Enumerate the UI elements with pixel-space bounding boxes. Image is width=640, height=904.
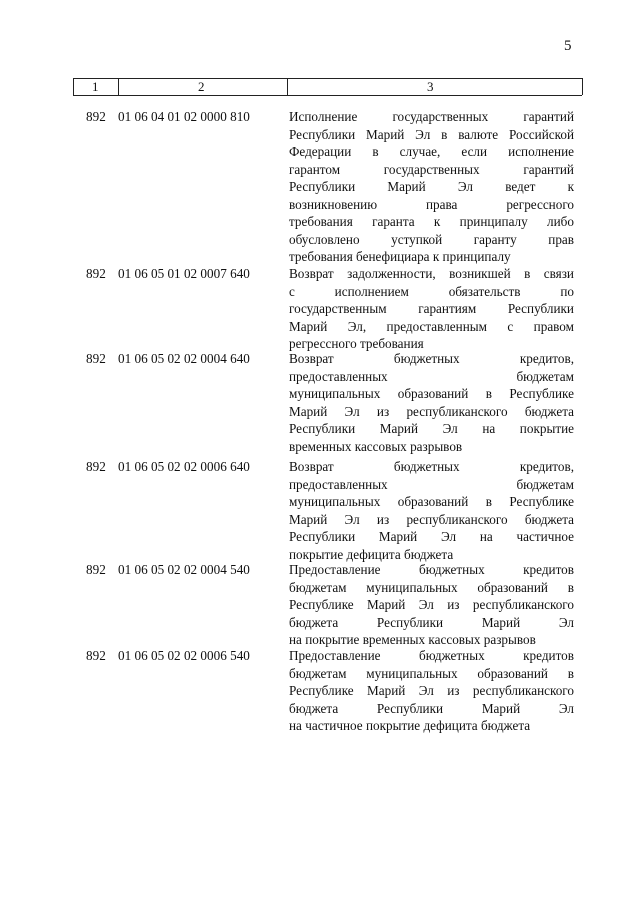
description-line: требования бенефициара к принципалу xyxy=(289,249,511,264)
description-line: муниципальных образований в Республике xyxy=(289,494,574,509)
budget-classification-code: 01 06 05 02 02 0004 540 xyxy=(118,562,250,577)
description-line: с исполнением обязательств по xyxy=(289,283,574,299)
description-line: на покрытие временных кассовых разрывов xyxy=(289,632,536,647)
description-line: временных кассовых разрывов xyxy=(289,438,463,454)
row-description xyxy=(289,458,574,563)
description-line: Республики Марий Эл ведет к xyxy=(289,179,574,194)
description-line: предоставленных бюджетам xyxy=(289,476,574,492)
description-line: муниципальных образований в Республике xyxy=(289,386,574,401)
header-divider xyxy=(118,78,119,95)
description-line: Возврат бюджетных кредитов, xyxy=(289,351,574,366)
admin-code: 892 xyxy=(86,266,106,281)
description-line: государственным гарантиям Республики xyxy=(289,301,574,316)
admin-code: 892 xyxy=(86,351,106,366)
header-divider xyxy=(582,78,583,95)
row-description xyxy=(289,561,574,649)
description-line: покрытие дефицита бюджета xyxy=(289,546,454,562)
description-line: Республике Марий Эл из республиканского xyxy=(289,597,574,612)
description-line: бюджета Республики Марий Эл xyxy=(289,614,574,630)
description-line: Республике Марий Эл из республиканского xyxy=(289,683,574,698)
description-line: Федерации в случае, если исполнение xyxy=(289,144,574,159)
header-col-3: 3 xyxy=(427,79,434,94)
row-description xyxy=(289,647,574,735)
description-line: Возврат бюджетных кредитов, xyxy=(289,459,574,474)
description-line: бюджетам муниципальных образований в xyxy=(289,579,574,595)
header-col-2: 2 xyxy=(198,79,205,94)
description-line: Республики Марий Эл в валюте Российской xyxy=(289,126,574,142)
description-line: Марий Эл из республиканского бюджета xyxy=(289,511,574,527)
description-line: требования гаранта к принципалу либо xyxy=(289,214,574,229)
budget-classification-code: 01 06 05 02 02 0004 640 xyxy=(118,351,250,366)
description-line: Республики Марий Эл на частичное xyxy=(289,529,574,544)
description-line: на частичное покрытие дефицита бюджета xyxy=(289,718,531,733)
description-line: предоставленных бюджетам xyxy=(289,368,574,384)
description-line: Марий Эл из республиканского бюджета xyxy=(289,403,574,419)
admin-code: 892 xyxy=(86,648,106,663)
description-line: возникновению права регрессного xyxy=(289,196,574,212)
description-line: Исполнение государственных гарантий xyxy=(289,109,574,124)
description-line: Республики Марий Эл на покрытие xyxy=(289,421,574,436)
page-number: 5 xyxy=(564,38,572,54)
budget-classification-code: 01 06 05 02 02 0006 540 xyxy=(118,648,250,663)
description-line: обусловлено уступкой гаранту прав xyxy=(289,231,574,247)
header-top-rule xyxy=(73,78,582,79)
budget-classification-code: 01 06 04 01 02 0000 810 xyxy=(118,109,250,124)
description-line: Предоставление бюджетных кредитов xyxy=(289,562,574,577)
description-line: Возврат задолженности, возникшей в связи xyxy=(289,266,574,281)
header-divider xyxy=(73,78,74,95)
header-divider xyxy=(287,78,288,95)
admin-code: 892 xyxy=(86,109,106,124)
row-description xyxy=(289,350,574,455)
description-line: бюджета Республики Марий Эл xyxy=(289,700,574,716)
admin-code: 892 xyxy=(86,459,106,474)
row-description xyxy=(289,265,574,353)
description-line: Предоставление бюджетных кредитов xyxy=(289,648,574,663)
description-line: регрессного требования xyxy=(289,336,424,351)
header-bottom-rule xyxy=(73,95,582,96)
description-line: Марий Эл, предоставленным с правом xyxy=(289,318,574,334)
row-description xyxy=(289,108,574,266)
description-line: гарантом государственных гарантий xyxy=(289,161,574,177)
admin-code: 892 xyxy=(86,562,106,577)
budget-classification-code: 01 06 05 02 02 0006 640 xyxy=(118,459,250,474)
header-col-1: 1 xyxy=(92,79,99,94)
budget-classification-code: 01 06 05 01 02 0007 640 xyxy=(118,266,250,281)
description-line: бюджетам муниципальных образований в xyxy=(289,665,574,681)
